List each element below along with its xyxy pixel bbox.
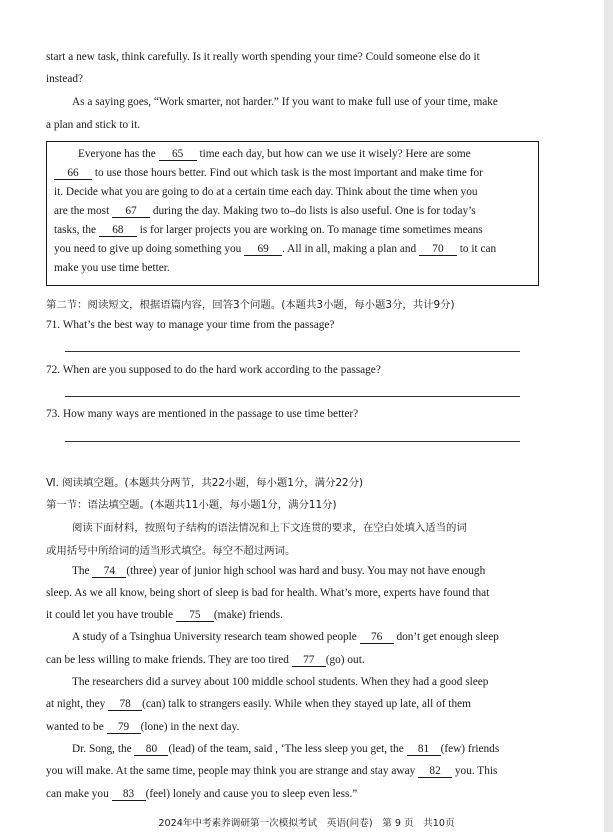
blank-68[interactable]: 68: [99, 224, 137, 237]
blank-74[interactable]: 74: [92, 565, 126, 578]
passage-line: A study of a Tsinghua University research team showed people 76 don’t get enough sleep: [72, 631, 499, 643]
blank-70[interactable]: 70: [419, 243, 457, 256]
box-line: 66 to use those hours better. Find out which task is the most important and make time for: [54, 167, 483, 180]
box-line: it. Decide what you are going to do at a certain time each day. Think about the time when you: [54, 186, 478, 198]
section-heading: 第二节：阅读短文，根据语篇内容，回答3个问题。(本题共3小题，每小题3分，共计9分): [46, 299, 455, 311]
blank-83[interactable]: 83: [112, 788, 146, 801]
question-71: 71. What’s the best way to manage your time from the passage?: [46, 319, 335, 331]
text-line: start a new task, think carefully. Is it really worth spending your time? Could someone else do it: [46, 51, 480, 63]
answer-line-71[interactable]: [65, 351, 520, 352]
answer-line-73[interactable]: [65, 441, 520, 442]
passage-line: Dr. Song, the 80 (lead) of the team, said , ‘The less sleep you get, the 81 (few) friends: [72, 743, 500, 755]
blank-66[interactable]: 66: [54, 167, 92, 180]
text-line: As a saying goes, “Work smarter, not harder.” If you want to make full use of your time, make: [72, 96, 498, 108]
passage-line: The 74 (three) year of junior high school was hard and busy. You may not have enough: [72, 565, 486, 577]
blank-67[interactable]: 67: [112, 205, 150, 218]
blank-78[interactable]: 78: [108, 698, 142, 711]
passage-line: wanted to be 79 (lone) in the next day.: [46, 721, 240, 733]
box-line: Everyone has the 65 time each day, but how can we use it wisely? Here are some: [78, 148, 471, 160]
passage-line: The researchers did a survey about 100 middle school students. When they had a good sleep: [72, 676, 489, 688]
blank-82[interactable]: 82: [418, 765, 452, 778]
text-line: a plan and stick to it.: [46, 119, 141, 131]
answer-line-72[interactable]: [65, 396, 520, 397]
passage-line: can make you 83 (feel) lonely and cause you to sleep even less.”: [46, 788, 358, 800]
box-line: you need to give up doing something you 69 . All in all, making a plan and 70 to it can: [54, 243, 497, 255]
blank-81[interactable]: 81: [407, 743, 441, 756]
passage-line: you will make. At the same time, people may think you are strange and stay away 82 you. This: [46, 765, 498, 777]
box-line: are the most 67 during the day. Making two to–do lists is also useful. One is for today’s: [54, 205, 476, 217]
question-73: 73. How many ways are mentioned in the passage to use time better?: [46, 408, 359, 420]
text-line: instead?: [46, 73, 84, 85]
passage-line: at night, they 78 (can) talk to strangers easily. While when they stayed up late, all of them: [46, 698, 471, 710]
page-edge: [604, 0, 613, 832]
question-72: 72. When are you supposed to do the hard work according to the passage?: [46, 364, 381, 376]
blank-77[interactable]: 77: [292, 654, 326, 667]
page-footer: 2024年中考素养调研第一次模拟考试 英语(问卷) 第 9 页 共10页: [158, 818, 455, 829]
blank-79[interactable]: 79: [107, 721, 141, 734]
instruction-line: 或用括号中所给词的适当形式填空。每空不超过两词。: [46, 545, 296, 557]
part-heading: Ⅵ. 阅读填空题。(本题共分两节，共22小题，每小题1分，满分22分): [46, 477, 364, 489]
instruction-line: 阅读下面材料，按照句子结构的语法情况和上下文连贯的要求，在空白处填入适当的词: [72, 522, 467, 534]
blank-76[interactable]: 76: [360, 631, 394, 644]
blank-75[interactable]: 75: [176, 609, 214, 622]
passage-line: can be less willing to make friends. They are too tired 77 (go) out.: [46, 654, 365, 666]
blank-65[interactable]: 65: [159, 148, 197, 161]
passage-line: it could let you have trouble 75 (make) friends.: [46, 609, 283, 621]
box-line: tasks, the 68 is for larger projects you are working on. To manage time sometimes means: [54, 224, 483, 236]
blank-80[interactable]: 80: [134, 743, 168, 756]
subsection-heading: 第一节：语法填空题。(本题共11小题，每小题1分，满分11分): [46, 499, 337, 511]
box-line: make you use time better.: [54, 262, 170, 274]
passage-line: sleep. As we all know, being short of sleep is bad for health. What’s more, experts have found that: [46, 587, 490, 599]
blank-69[interactable]: 69: [244, 243, 282, 256]
